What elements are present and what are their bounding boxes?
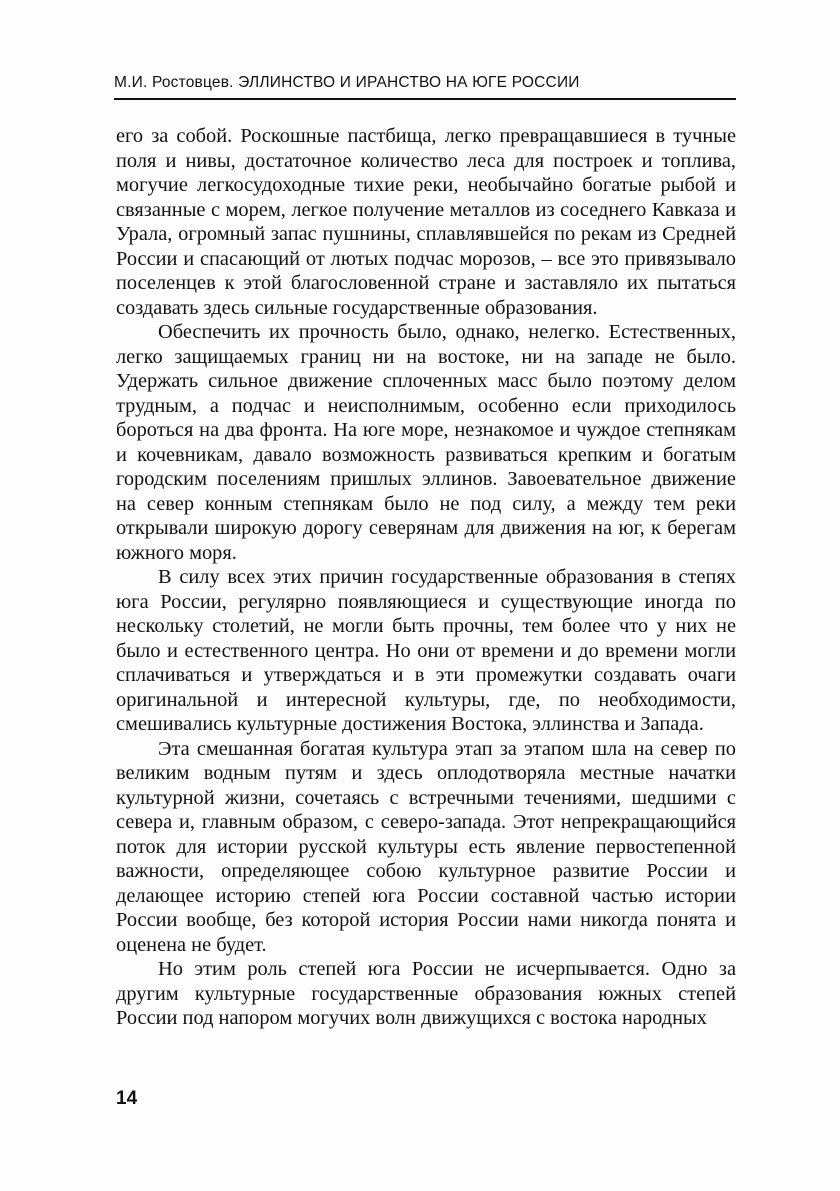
paragraph: Но этим роль степей юга России не исчерпывается. Одно за другим культурные государственные образования южных степей России под напором могучих волн движущихся с востока народных	[116, 958, 736, 1029]
body-text	[116, 124, 736, 1031]
header-author: М.И. Ростовцев.	[114, 74, 234, 91]
paragraph: Эта смешанная богатая культура этап за этапом шла на север по великим водным путям и здесь оплодотворяла местные начатки культурной жизни, сочетаясь с встречными течениями, шедшими с севера и, главным образом, с северо-запада. Этот непрекращающийся поток для истории русской культуры есть явление первостепенной важности, определяющее собою культурное развитие России и делающее историю степей юга России составной частью истории России вообще, без которой история России нами никогда понята и оценена не будет.	[116, 737, 736, 956]
paragraph: Обеспечить их прочность было, однако, нелегко. Естественных, легко защищаемых границ ни на востоке, ни на западе не было. Удержать сильное движение сплоченных масс было поэтому делом трудным, а подчас и неисполнимым, особенно если приходилось бороться на два фронта. На юге море, незнакомое и чуждое степнякам и кочевникам, давало возможность развиваться крепким и богатым городским поселениям пришлых эллинов. Завоевательное движение на север конным степнякам было не под силу, а между тем реки открывали широкую дорогу северянам для движения на юг, к берегам южного моря.	[116, 321, 736, 564]
page-number: 14	[116, 1088, 138, 1109]
paragraph: его за собой. Роскошные пастбища, легко превращавшиеся в тучные поля и нивы, достаточное количество леса для построек и топлива, могучие легкосудоходные тихие реки, необычайно богатые рыбой и связанные с морем, легкое получение металлов из соседнего Кавказа и Урала, огромный запас пушнины, сплавлявшейся по рекам из Средней России и спасающий от лютых подчас морозов, – все это привязывало поселенцев к этой благословенной стране и заставляло их пытаться создавать здесь сильные государственные образования.	[116, 125, 736, 319]
header-title: ЭЛЛИНСТВО И ИРАНСТВО НА ЮГЕ РОССИИ	[238, 74, 580, 91]
paragraph: В силу всех этих причин государственные образования в степях юга России, регулярно появляющиеся и существующие иногда по нескольку столетий, не могли быть прочны, тем более что у них не было и естественного центра. Но они от времени и до времени могли сплачиваться и утверждаться и в эти промежутки создавать очаги оригинальной и интересной культуры, где, по необходимости, смешивались культурные достижения Востока, эллинства и Запада.	[116, 566, 736, 735]
running-header	[114, 72, 736, 100]
